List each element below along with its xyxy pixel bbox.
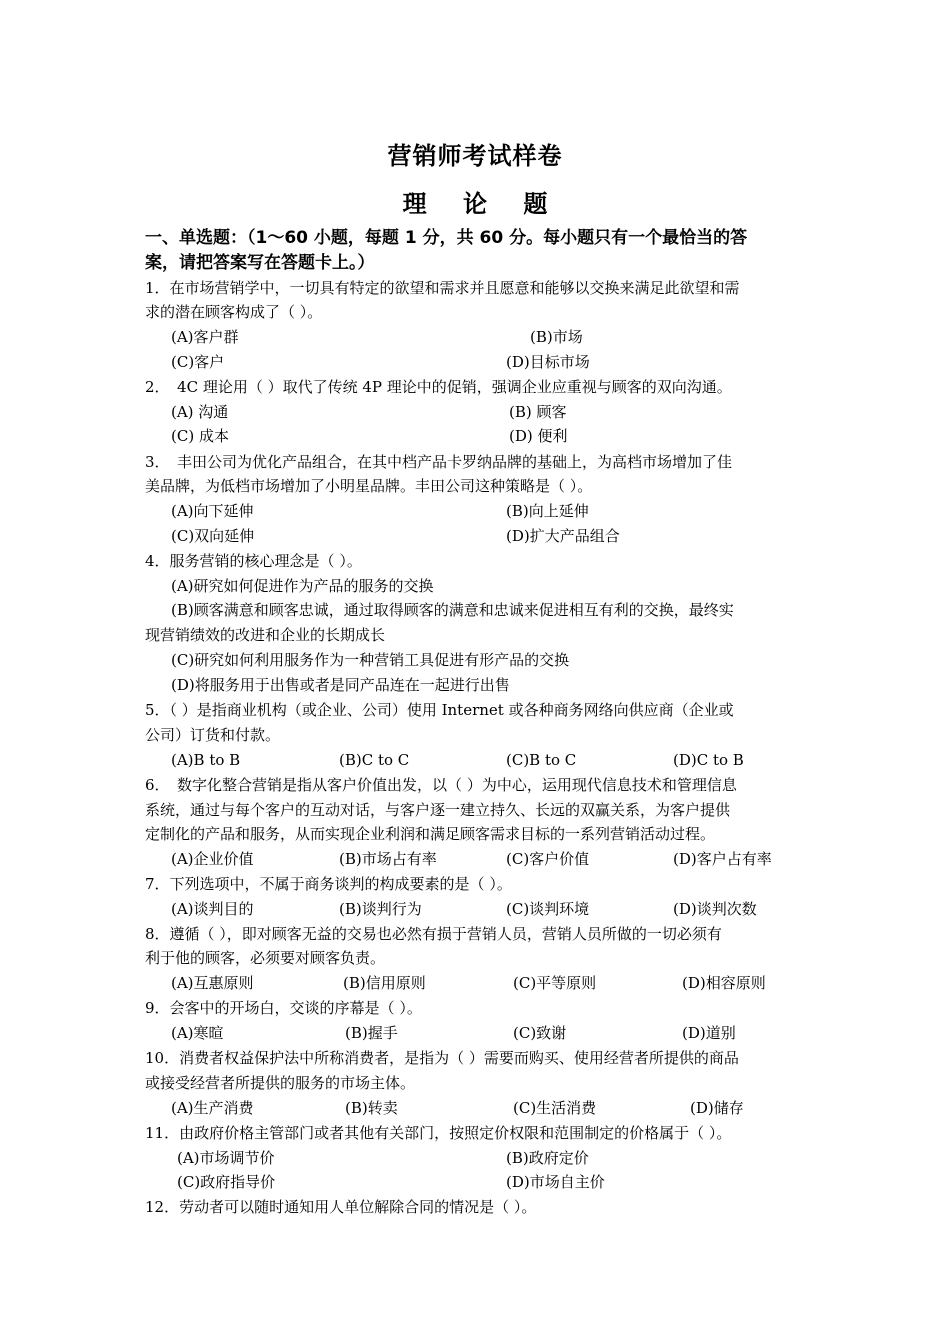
question-6-option-b: (B)市场占有率: [339, 850, 437, 868]
question-9-option-d: (D)道别: [682, 1024, 736, 1042]
section-heading-line-1: 一、单选题：（1～60 小题，每题 1 分，共 60 分。每小题只有一个最恰当的答: [145, 228, 748, 248]
question-7-option-c: (C)谈判环境: [506, 900, 590, 918]
question-1-line-2: 求的潜在顾客构成了（ ）。: [145, 303, 323, 321]
question-2-option-a: (A) 沟通: [171, 403, 229, 421]
question-5-option-b: (B)C to C: [339, 751, 410, 769]
question-4-option-b-cont: 现营销绩效的改进和企业的长期成长: [145, 626, 386, 644]
section-subtitle: 理 论 题: [402, 190, 562, 218]
question-11-option-c: (C)政府指导价: [177, 1173, 276, 1191]
question-5-option-d: (D)C to B: [673, 751, 744, 769]
question-5-option-c: (C)B to C: [506, 751, 577, 769]
question-2-option-c: (C) 成本: [171, 427, 229, 445]
question-8-line-1: 8．遵循（ ），即对顾客无益的交易也必然有损于营销人员，营销人员所做的一切必须有: [145, 925, 722, 943]
question-5-option-a: (A)B to B: [171, 751, 241, 769]
question-1-option-d: (D)目标市场: [506, 353, 590, 371]
question-4-option-d: (D)将服务用于出售或者是同产品连在一起进行出售: [171, 676, 510, 694]
question-11-option-a: (A)市场调节价: [177, 1149, 275, 1167]
question-1-line-1: 1．在市场营销学中，一切具有特定的欲望和需求并且愿意和能够以交换来满足此欲望和需: [145, 279, 740, 297]
question-9-option-b: (B)握手: [345, 1024, 398, 1042]
question-8-option-c: (C)平等原则: [513, 974, 597, 992]
question-6-line-1: 6． 数字化整合营销是指从客户价值出发，以（ ）为中心，运用现代信息技术和管理信息: [145, 776, 737, 794]
question-4-option-b: (B)顾客满意和顾客忠诚，通过取得顾客的满意和忠诚来促进相互有利的交换，最终实: [171, 601, 734, 619]
question-6-option-d: (D)客户占有率: [673, 850, 772, 868]
question-8-line-2: 利于他的顾客，必须要对顾客负责。: [145, 949, 386, 967]
question-10-line-1: 10．消费者权益保护法中所称消费者，是指为（ ）需要而购买、使用经营者所提供的商品: [145, 1049, 739, 1067]
question-4-option-a: (A)研究如何促进作为产品的服务的交换: [171, 577, 434, 595]
section-heading-line-2: 案，请把答案写在答题卡上。）: [145, 253, 375, 273]
question-1-option-b: (B)市场: [530, 328, 583, 346]
question-7-option-b: (B)谈判行为: [339, 900, 422, 918]
question-8-option-d: (D)相容原则: [682, 974, 766, 992]
question-12-line-1: 12．劳动者可以随时通知用人单位解除合同的情况是（ ）。: [145, 1198, 537, 1216]
question-9-line-1: 9．会客中的开场白，交谈的序幕是（ ）。: [145, 999, 422, 1017]
question-2-line-1: 2． 4C 理论用（ ）取代了传统 4P 理论中的促销，强调企业应重视与顾客的双向沟通。: [145, 378, 732, 396]
question-5-line-1: 5．（ ）是指商业机构（或企业、公司）使用 Internet 或各种商务网络向供应商（企业或: [145, 701, 734, 719]
question-3-line-2: 美品牌，为低档市场增加了小明星品牌。丰田公司这种策略是（ ）。: [145, 477, 593, 495]
question-1-option-a: (A)客户群: [171, 328, 239, 346]
question-3-option-b: (B)向上延伸: [506, 502, 589, 520]
question-4-option-c: (C)研究如何利用服务作为一种营销工具促进有形产品的交换: [171, 651, 570, 669]
question-6-line-3: 定制化的产品和服务，从而实现企业利润和满足顾客需求目标的一系列营销活动过程。: [145, 825, 716, 843]
question-11-line-1: 11．由政府价格主管部门或者其他有关部门，按照定价权限和范围制定的价格属于（ ）。: [145, 1124, 732, 1142]
question-9-option-c: (C)致谢: [513, 1024, 567, 1042]
question-7-option-d: (D)谈判次数: [673, 900, 757, 918]
question-8-option-b: (B)信用原则: [343, 974, 426, 992]
question-1-option-c: (C)客户: [171, 353, 225, 371]
question-8-option-a: (A)互惠原则: [171, 974, 254, 992]
question-2-option-d: (D) 便利: [509, 427, 568, 445]
question-10-line-2: 或接受经营者所提供的服务的市场主体。: [145, 1074, 416, 1092]
question-10-option-a: (A)生产消费: [171, 1099, 254, 1117]
question-11-option-d: (D)市场自主价: [506, 1173, 605, 1191]
question-10-option-c: (C)生活消费: [513, 1099, 597, 1117]
question-6-line-2: 系统，通过与每个客户的互动对话，与客户逐一建立持久、长远的双赢关系，为客户提供: [145, 801, 731, 819]
page-title: 营销师考试样卷: [387, 142, 563, 170]
question-11-option-b: (B)政府定价: [506, 1149, 589, 1167]
question-5-line-2: 公司）订货和付款。: [145, 726, 281, 744]
question-3-option-a: (A)向下延伸: [171, 502, 254, 520]
question-9-option-a: (A)寒暄: [171, 1024, 224, 1042]
question-4-line-1: 4．服务营销的核心理念是（ ）。: [145, 552, 362, 570]
question-7-option-a: (A)谈判目的: [171, 900, 254, 918]
question-2-option-b: (B) 顾客: [509, 403, 567, 421]
question-6-option-a: (A)企业价值: [171, 850, 254, 868]
question-3-line-1: 3． 丰田公司为优化产品组合，在其中档产品卡罗纳品牌的基础上，为高档市场增加了佳: [145, 453, 733, 471]
question-10-option-b: (B)转卖: [345, 1099, 398, 1117]
question-3-option-d: (D)扩大产品组合: [506, 527, 620, 545]
question-3-option-c: (C)双向延伸: [171, 527, 255, 545]
question-6-option-c: (C)客户价值: [506, 850, 590, 868]
question-10-option-d: (D)储存: [690, 1099, 744, 1117]
question-7-line-1: 7．下列选项中，不属于商务谈判的构成要素的是（ ）。: [145, 875, 512, 893]
